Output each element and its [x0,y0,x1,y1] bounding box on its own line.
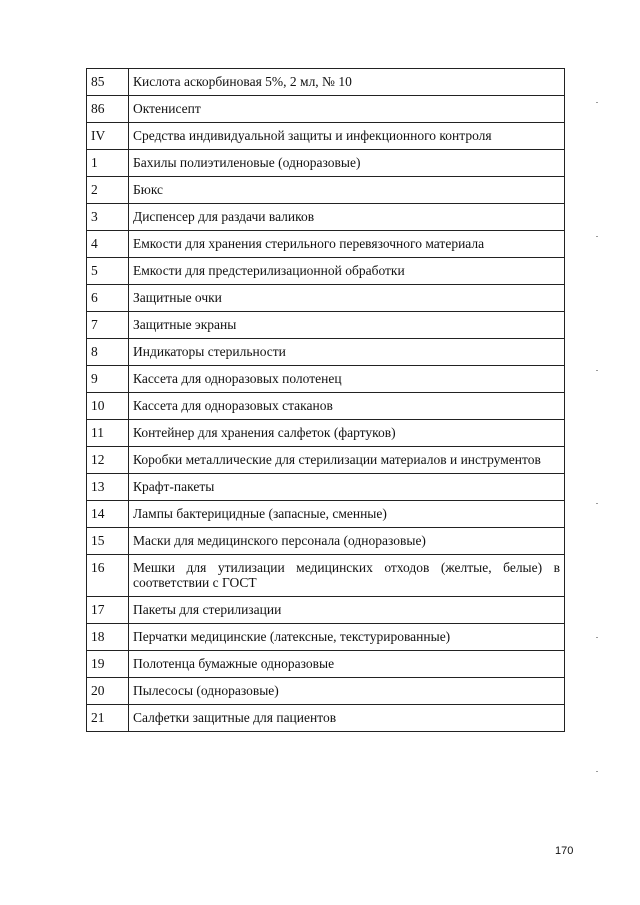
table-row [87,678,565,705]
table-row [87,258,565,285]
scan-speck [596,102,598,103]
table-row [87,393,565,420]
table-row [87,447,565,474]
row-text: Диспенсер для раздачи валиков [129,204,565,231]
scan-speck [596,637,598,638]
table-row [87,705,565,732]
row-number: IV [87,123,129,150]
row-number: 13 [87,474,129,501]
row-text: Крафт-пакеты [129,474,565,501]
table-row [87,231,565,258]
row-text: Пакеты для стерилизации [129,597,565,624]
row-number: 86 [87,96,129,123]
row-number: 3 [87,204,129,231]
row-number: 15 [87,528,129,555]
table-row [87,528,565,555]
row-number: 4 [87,231,129,258]
table-row [87,651,565,678]
row-number: 18 [87,624,129,651]
row-text: Кассета для одноразовых стаканов [129,393,565,420]
row-text: Кассета для одноразовых полотенец [129,366,565,393]
row-number: 19 [87,651,129,678]
row-text: Лампы бактерицидные (запасные, сменные) [129,501,565,528]
scan-speck [596,370,598,371]
table-row [87,339,565,366]
row-text: Мешки для утилизации медицинских отходов (желтые, белые) в соответствии с ГОСТ [129,555,565,597]
row-text: Перчатки медицинские (латексные, текстурированные) [129,624,565,651]
row-number: 20 [87,678,129,705]
table-row [87,366,565,393]
row-number: 85 [87,69,129,96]
row-text: Защитные экраны [129,312,565,339]
equipment-table [86,68,565,732]
row-text: Коробки металлические для стерилизации материалов и инструментов [129,447,565,474]
table-row [87,204,565,231]
row-text: Защитные очки [129,285,565,312]
table-row [87,474,565,501]
row-number: 21 [87,705,129,732]
table-row [87,624,565,651]
row-number: 11 [87,420,129,447]
scan-speck [596,771,598,772]
table-row [87,555,565,597]
row-number: 6 [87,285,129,312]
row-number: 7 [87,312,129,339]
row-number: 2 [87,177,129,204]
row-text: Кислота аскорбиновая 5%, 2 мл, № 10 [129,69,565,96]
row-text: Контейнер для хранения салфеток (фартуков) [129,420,565,447]
row-text: Октенисепт [129,96,565,123]
row-number: 16 [87,555,129,597]
table-row [87,597,565,624]
row-number: 5 [87,258,129,285]
row-text: Маски для медицинского персонала (одноразовые) [129,528,565,555]
row-number: 8 [87,339,129,366]
table-row [87,285,565,312]
row-text: Полотенца бумажные одноразовые [129,651,565,678]
table-row [87,96,565,123]
table-row [87,177,565,204]
scan-speck [596,503,598,504]
row-text: Средства индивидуальной защиты и инфекционного контроля [129,123,565,150]
table-row [87,420,565,447]
scan-speck [596,236,598,237]
row-number: 12 [87,447,129,474]
row-text: Емкости для предстерилизационной обработки [129,258,565,285]
table-row [87,312,565,339]
row-text: Емкости для хранения стерильного перевязочного материала [129,231,565,258]
row-number: 10 [87,393,129,420]
row-number: 14 [87,501,129,528]
table-row [87,150,565,177]
row-text: Индикаторы стерильности [129,339,565,366]
row-text: Бахилы полиэтиленовые (одноразовые) [129,150,565,177]
table-row [87,69,565,96]
page-number: 170 [555,845,574,857]
row-number: 1 [87,150,129,177]
row-number: 17 [87,597,129,624]
row-text: Пылесосы (одноразовые) [129,678,565,705]
table-row [87,123,565,150]
row-text: Бюкс [129,177,565,204]
table-row [87,501,565,528]
row-number: 9 [87,366,129,393]
row-text: Салфетки защитные для пациентов [129,705,565,732]
